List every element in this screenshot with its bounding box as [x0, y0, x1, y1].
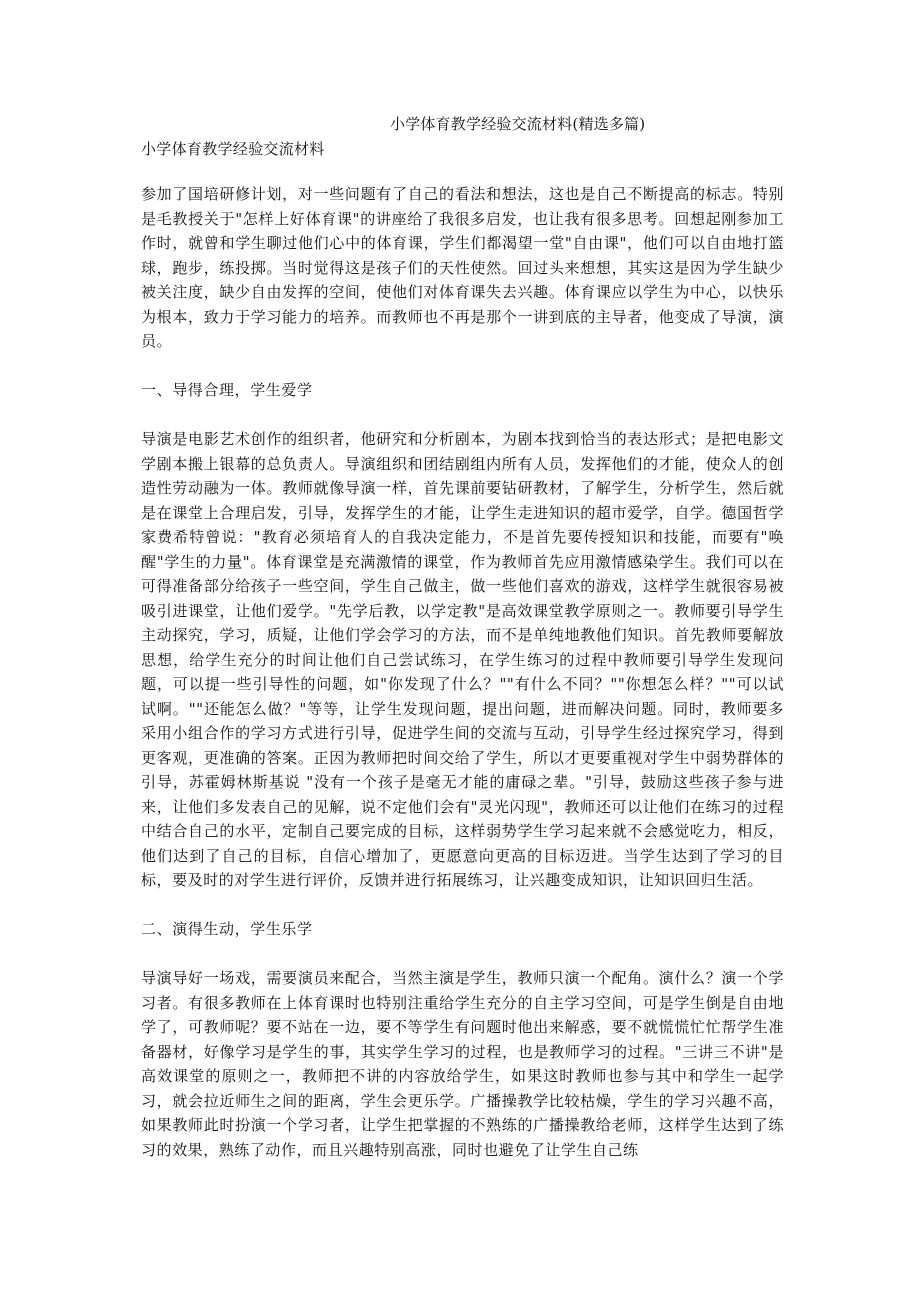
document-body	[141, 182, 784, 1162]
section-1-paragraph: 导演是电影艺术创作的组织者，他研究和分析剧本，为剧本找到恰当的表达形式；是把电影文学剧本搬上银幕的总负责人。导演组织和团结剧组内所有人员，发挥他们的才能，使众人的创造性劳动融为一体。教师就像导演一样，首先课前要钻研教材，了解学生，分析学生，然后就是在课堂上合理启发，引导，发挥学生的才能，让学生走进知识的超市爱学，自学。德国哲学家费希特曾说："教育必须培育人的自我决定能力，不是首先要传授知识和技能，而要有"唤醒"学生的力量"。体育课堂是充满激情的课堂，作为教师首先应用激情感染学生。我们可以在可得准备部分给孩子一些空间，学生自己做主，做一些他们喜欢的游戏，这样学生就很容易被吸引进课堂，让他们爱学。"先学后教，以学定教"是高效课堂教学原则之一。教师要引导学生主动探究，学习，质疑，让他们学会学习的方法，而不是单纯地教他们知识。首先教师要解放思想，给学生充分的时间让他们自己尝试练习，在学生练习的过程中教师要引导学生发现问题，可以提一些引导性的问题，如"你发现了什么？""有什么不同？""你想怎么样？""可以试试啊。""还能怎么做？"等等，让学生发现问题，提出问题，进而解决问题。同时，教师要多采用小组合作的学习方式进行引导，促进学生间的交流与互动，引导学生经过探究学习，得到更客观，更准确的答案。正因为教师把时间交给了学生，所以才更要重视对学生中弱势群体的引导，苏霍姆林斯基说 "没有一个孩子是毫无才能的庸碌之辈。"引导，鼓励这些孩子参与进来，让他们多发表自己的见解，说不定他们会有"灵光闪现"，教师还可以让他们在练习的过程中结合自己的水平，定制自己要完成的目标，这样弱势学生学习起来就不会感觉吃力，相反，他们达到了自己的目标，自信心增加了，更愿意向更高的目标迈进。当学生达到了学习的目标，要及时的对学生进行评价，反馈并进行拓展练习，让兴趣变成知识，让知识回归生活。	[141, 430, 784, 889]
paragraph-spacer	[141, 403, 784, 428]
section-1-heading: 一、导得合理，学生爱学	[141, 381, 313, 399]
intro-paragraph: 参加了国培研修计划，对一些问题有了自己的看法和想法，这也是自己不断提高的标志。特别是毛教授关于"怎样上好体育课"的讲座给了我很多启发，也让我有很多思考。回想起刚参加工作时，就曾和学生聊过他们心中的体育课，学生们都渴望一堂"自由课"，他们可以自由地打篮球，跑步，练投掷。当时觉得这是孩子们的天性使然。回过头来想想，其实这是因为学生缺少被关注度，缺少自由发挥的空间，使他们对体育课失去兴趣。体育课应以学生为中心，以快乐为根本，致力于学习能力的培养。而教师也不再是那个一讲到底的主导者，他变成了导演，演员。	[141, 185, 784, 350]
paragraph-spacer	[141, 893, 784, 918]
section-2-heading: 二、演得生动，学生乐学	[141, 920, 313, 938]
paragraph-spacer	[141, 354, 784, 379]
paragraph-spacer	[141, 942, 784, 967]
document-subtitle: 小学体育教学经验交流材料	[141, 140, 325, 158]
document-title: 小学体育教学经验交流材料(精选多篇)	[390, 115, 646, 133]
section-2-paragraph: 导演导好一场戏，需要演员来配合，当然主演是学生，教师只演一个配角。演什么？演一个学习者。有很多教师在上体育课时也特别注重给学生充分的自主学习空间，可是学生倒是自由地学了，可教师呢？要不站在一边，要不等学生有问题时他出来解惑，要不就慌慌忙忙帮学生准备器材，好像学习是学生的事，其实学生学习的过程，也是教师学习的过程。"三讲三不讲"是高效课堂的原则之一，教师把不讲的内容放给学生，如果这时教师也参与其中和学生一起学习，就会拉近师生之间的距离，学生会更乐学。广播操教学比较枯燥，学生的学习兴趣不高，如果教师此时扮演一个学习者，让学生把掌握的不熟练的广播操教给老师，这样学生达到了练习的效果，熟练了动作，而且兴趣特别高涨，同时也避免了让学生自己练	[141, 969, 784, 1159]
